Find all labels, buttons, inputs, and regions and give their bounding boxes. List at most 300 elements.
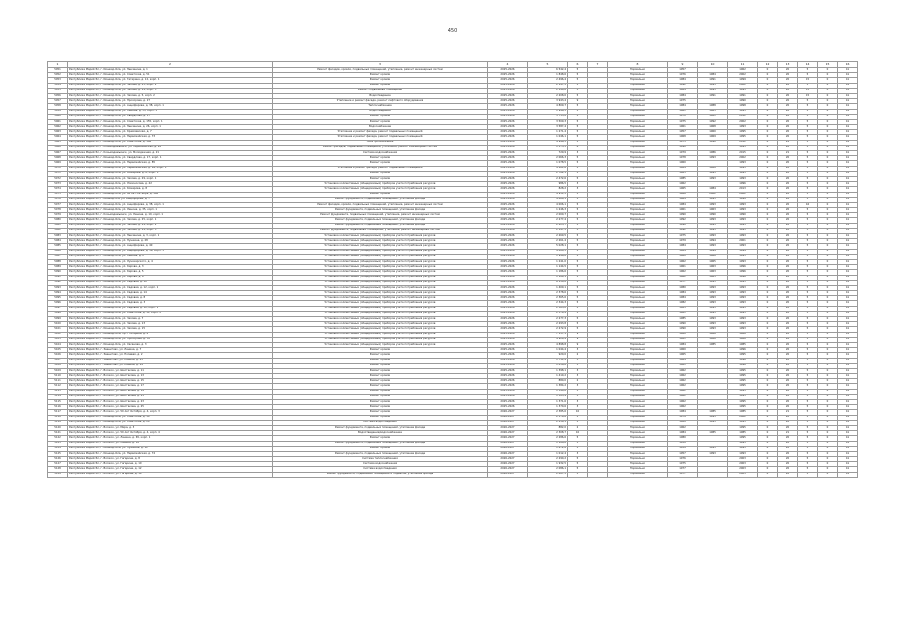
period-cell: 2026-2027	[488, 451, 528, 456]
row-number: 5121	[48, 431, 68, 436]
status-cell: Нормально	[608, 327, 668, 332]
status-cell: Нормально	[608, 244, 668, 249]
value-cell: 0	[758, 197, 778, 202]
year-cell: 1993	[698, 306, 728, 311]
value-cell: 5	[798, 265, 818, 270]
value-cell: 0	[818, 140, 838, 145]
row-number: 5073	[48, 182, 68, 187]
period-cell: 2025-2026	[488, 218, 528, 223]
status-cell: Нормально	[608, 358, 668, 363]
value-cell: 0	[758, 99, 778, 104]
value-cell: 0	[818, 311, 838, 316]
value-cell: 5	[798, 275, 818, 280]
year-cell: 1985	[698, 431, 728, 436]
address-cell: Республика Марий Эл, г. Йошкар-Ола, ул. Эшкинина, д. 1	[68, 68, 273, 73]
value-cell: 5	[798, 368, 818, 373]
status-cell: Нормально	[608, 280, 668, 285]
value-cell: 41	[838, 363, 858, 368]
floors-cell: 5	[568, 88, 588, 93]
period-cell: 2026-2027	[488, 410, 528, 415]
row-number: 5101	[48, 327, 68, 332]
value-cell: 41	[838, 249, 858, 254]
value-cell: 0	[818, 187, 838, 192]
work-type-cell: Ремонт кровли	[273, 436, 488, 441]
address-cell: Республика Марий Эл, г. Волжск, ул. Гагарина, д. 10	[68, 462, 273, 467]
value-cell: 5	[798, 301, 818, 306]
floors-cell: 5	[568, 301, 588, 306]
row-number: 5082	[48, 228, 68, 233]
period-cell: 2025-2026	[488, 161, 528, 166]
year-built-cell: 1984	[668, 249, 698, 254]
status-cell: Нормально	[608, 192, 668, 197]
address-cell: Республика Марий Эл, г. Волжск, ул. Шестакова, д. 19	[68, 389, 273, 394]
period-cell: 2025-2026	[488, 202, 528, 207]
address-cell: Республика Марий Эл, г. Йошкар-Ола, ул. Анциферова, д. 36, корп. 1	[68, 249, 273, 254]
value-cell: 0	[758, 384, 778, 389]
year-built-cell: 1962	[668, 259, 698, 264]
floors-cell: 3	[568, 400, 588, 405]
year-built-cell: 1992	[668, 83, 698, 88]
row-number: 5084	[48, 239, 68, 244]
work-type-cell: Водоотведение	[273, 93, 488, 98]
year-built-cell: 1980	[668, 285, 698, 290]
row-number: 5065	[48, 140, 68, 145]
value-cell: 5	[798, 410, 818, 415]
floors-cell: 3	[568, 151, 588, 156]
value-cell: 20	[778, 130, 798, 135]
area-cell: 1 012,4	[528, 451, 568, 456]
value-cell: 41	[838, 259, 858, 264]
area-cell: 1 672,8	[528, 446, 568, 451]
floors-cell: 3	[568, 394, 588, 399]
row-number: 5052	[48, 73, 68, 78]
value-cell: 0	[758, 130, 778, 135]
year-repair-cell: 1993	[728, 291, 758, 296]
status-cell: Нормально	[608, 130, 668, 135]
year-repair-cell: 1993	[728, 301, 758, 306]
value-cell: 20	[778, 467, 798, 472]
value-cell: 41	[838, 244, 858, 249]
area-cell: 2 286,6	[528, 436, 568, 441]
address-cell: Республика Марий Эл, г. Звенигово, ул. Полевая, д. 2	[68, 353, 273, 358]
year-built-cell: 1962	[668, 379, 698, 384]
value-cell: 5	[798, 441, 818, 446]
year-repair-cell: 1995	[728, 389, 758, 394]
value-cell: 0	[818, 342, 838, 347]
value-cell: 5	[798, 337, 818, 342]
area-cell: 1 410,2	[528, 374, 568, 379]
year-repair-cell: 1995	[728, 394, 758, 399]
year-built-cell: 1962	[668, 182, 698, 187]
row-number: 5051	[48, 68, 68, 73]
year-cell: 1963	[698, 270, 728, 275]
status-cell: Нормально	[608, 384, 668, 389]
floors-cell: 5	[568, 415, 588, 420]
address-cell: Республика Марий Эл, г. Йошкар-Ола, ул. 80 лет Октября, д. 108	[68, 192, 273, 197]
value-cell: 20	[778, 317, 798, 322]
value-cell: 20	[778, 353, 798, 358]
year-built-cell: 1962	[668, 368, 698, 373]
column-header: 2	[68, 62, 273, 68]
value-cell: 0	[758, 425, 778, 430]
area-cell: 4 069,1	[528, 197, 568, 202]
floors-cell: 5	[568, 223, 588, 228]
year-cell: 1993	[698, 327, 728, 332]
value-cell: 0	[818, 431, 838, 436]
value-cell: 5	[798, 436, 818, 441]
address-cell: Республика Марий Эл, г. Козьмодемьянск, ул. Первомайская, д. 20	[68, 145, 273, 150]
row-number: 5069	[48, 161, 68, 166]
year-repair-cell: 2015	[728, 151, 758, 156]
value-cell: 41	[838, 431, 858, 436]
value-cell: 0	[758, 322, 778, 327]
status-cell: Нормально	[608, 270, 668, 275]
year-cell: 1993	[698, 451, 728, 456]
work-type-cell: Ремонт фундамента, подвальных помещений, утепление фасада	[273, 451, 488, 456]
status-cell: Нормально	[608, 68, 668, 73]
value-cell: 41	[838, 135, 858, 140]
year-repair-cell: 1993	[728, 317, 758, 322]
value-cell: 0	[758, 420, 778, 425]
floors-cell: 5	[568, 192, 588, 197]
area-cell: 3 587,4	[528, 125, 568, 130]
value-cell: 0	[818, 358, 838, 363]
value-cell: 0	[758, 358, 778, 363]
value-cell: 0	[758, 348, 778, 353]
year-repair-cell: 2013	[728, 187, 758, 192]
work-type-cell: Ремонт кровли	[273, 405, 488, 410]
row-number: 5062	[48, 125, 68, 130]
work-type-cell: Ремонт кровли	[273, 161, 488, 166]
period-cell: 2025-2026	[488, 259, 528, 264]
value-cell: 0	[758, 114, 778, 119]
value-cell: 20	[778, 166, 798, 171]
value-cell: 0	[758, 93, 778, 98]
status-cell: Нормально	[608, 259, 668, 264]
period-cell: 2025-2026	[488, 379, 528, 384]
year-built-cell: 1990	[668, 145, 698, 150]
status-cell: Нормально	[608, 291, 668, 296]
value-cell: 5	[798, 342, 818, 347]
value-cell: 0	[818, 457, 838, 462]
value-cell: 0	[818, 192, 838, 197]
year-built-cell: 1957	[668, 68, 698, 73]
status-cell: Нормально	[608, 151, 668, 156]
value-cell: 0	[758, 405, 778, 410]
status-cell: Нормально	[608, 145, 668, 150]
period-cell: 2025-2026	[488, 249, 528, 254]
work-type-cell: Установка коллективных (общедомовых) приборов учета потребления ресурсов	[273, 275, 488, 280]
value-cell: 20	[778, 285, 798, 290]
value-cell: 41	[838, 296, 858, 301]
status-cell: Нормально	[608, 431, 668, 436]
value-cell: 41	[838, 425, 858, 430]
address-cell: Республика Марий Эл, г. Йошкар-Ола, ул. Кирова, д. 5	[68, 270, 273, 275]
value-cell: 0	[758, 436, 778, 441]
value-cell: 20	[778, 244, 798, 249]
value-cell: 0	[758, 332, 778, 337]
value-cell: 0	[818, 425, 838, 430]
area-cell: 2 472,6	[528, 176, 568, 181]
work-type-cell: Водоснабжение	[273, 125, 488, 130]
value-cell: 5	[798, 166, 818, 171]
floors-cell: 5	[568, 228, 588, 233]
floors-cell: 5	[568, 208, 588, 213]
year-cell: 1993	[698, 285, 728, 290]
row-number: 5060	[48, 114, 68, 119]
year-repair-cell: 1995	[728, 405, 758, 410]
year-cell: 1963	[698, 208, 728, 213]
address-cell: Республика Марий Эл, г. Йошкар-Ола, ул. Ленина, д. 35, корп. 1	[68, 208, 273, 213]
area-cell: 1 078,5	[528, 161, 568, 166]
value-cell: 41	[838, 151, 858, 156]
year-repair-cell: 2002	[728, 192, 758, 197]
work-type-cell: Ремонт кровли	[273, 379, 488, 384]
value-cell: 0	[818, 156, 838, 161]
work-type-cell: Ремонт кровли	[273, 394, 488, 399]
period-cell: 2026-2027	[488, 441, 528, 446]
value-cell: 0	[758, 327, 778, 332]
status-cell: Нормально	[608, 332, 668, 337]
address-cell: Республика Марий Эл, г. Волжск, ул. Шестакова, д. 11	[68, 368, 273, 373]
floors-cell: 5	[568, 125, 588, 130]
value-cell: 0	[818, 176, 838, 181]
value-cell: 0	[818, 228, 838, 233]
floors-cell: 5	[568, 140, 588, 145]
value-cell: 5	[798, 192, 818, 197]
year-cell: 1993	[698, 88, 728, 93]
address-cell: Республика Марий Эл, г. Волжск, ул. 50 лет Октября, д. 4, корп. 4	[68, 431, 273, 436]
value-cell: 20	[778, 275, 798, 280]
value-cell: 15	[798, 88, 818, 93]
value-cell: 0	[758, 244, 778, 249]
value-cell: 5	[798, 228, 818, 233]
value-cell: 0	[758, 161, 778, 166]
value-cell: 5	[798, 187, 818, 192]
value-cell: 5	[798, 234, 818, 239]
floors-cell: 5	[568, 280, 588, 285]
year-cell: 1992	[698, 119, 728, 124]
row-number: 5058	[48, 104, 68, 109]
value-cell: 5	[798, 140, 818, 145]
work-type-cell: Установка коллективных (общедомовых) приборов учета потребления ресурсов	[273, 244, 488, 249]
period-cell: 2026-2027	[488, 431, 528, 436]
year-repair-cell: 1993	[728, 451, 758, 456]
period-cell: 2025-2026	[488, 368, 528, 373]
value-cell: 41	[838, 218, 858, 223]
area-cell: 1 046,1	[528, 135, 568, 140]
status-cell: Нормально	[608, 119, 668, 124]
year-built-cell: 1985	[668, 317, 698, 322]
value-cell: 0	[818, 104, 838, 109]
address-cell: Республика Марий Эл, г. Йошкар-Ола, ул. Ломоносова, д. 42	[68, 182, 273, 187]
value-cell: 41	[838, 415, 858, 420]
area-cell: 3 943,4	[528, 99, 568, 104]
row-number: 5066	[48, 145, 68, 150]
floors-cell: 3	[568, 451, 588, 456]
row-number: 5083	[48, 234, 68, 239]
area-cell: 1 044,4	[528, 348, 568, 353]
floors-cell: 3	[568, 363, 588, 368]
year-cell: 1986	[698, 332, 728, 337]
value-cell: 41	[838, 275, 858, 280]
value-cell: 41	[838, 88, 858, 93]
value-cell: 0	[758, 363, 778, 368]
value-cell: 41	[838, 93, 858, 98]
value-cell: 20	[778, 223, 798, 228]
row-number: 5114	[48, 394, 68, 399]
value-cell: 20	[778, 384, 798, 389]
address-cell: Республика Марий Эл, г. Йошкар-Ола, ул. Свердлова, д. 17, корп. 1	[68, 156, 273, 161]
floors-cell: 5	[568, 275, 588, 280]
work-type-cell: Утепление и ремонт фасада, ремонт лифтового оборудования	[273, 99, 488, 104]
year-built-cell: 1970	[668, 114, 698, 119]
column-header: 3	[273, 62, 488, 68]
row-number: 5119	[48, 420, 68, 425]
value-cell: 0	[818, 472, 838, 477]
table-body	[48, 68, 858, 478]
value-cell: 0	[818, 234, 838, 239]
year-cell: 1991	[698, 93, 728, 98]
year-built-cell: 1975	[668, 99, 698, 104]
value-cell: 5	[798, 311, 818, 316]
value-cell: 41	[838, 317, 858, 322]
value-cell: 0	[818, 451, 838, 456]
row-number: 5110	[48, 374, 68, 379]
value-cell: 41	[838, 176, 858, 181]
status-cell: Нормально	[608, 161, 668, 166]
year-repair-cell: 1990	[728, 213, 758, 218]
value-cell: 20	[778, 462, 798, 467]
value-cell: 20	[778, 265, 798, 270]
value-cell: 41	[838, 99, 858, 104]
year-built-cell: 1979	[668, 151, 698, 156]
work-type-cell: Установка коллективных (общедомовых) приборов учета потребления ресурсов	[273, 270, 488, 275]
area-cell: 1 241,0	[528, 259, 568, 264]
floors-cell: 3	[568, 182, 588, 187]
value-cell: 41	[838, 125, 858, 130]
floors-cell: 3	[568, 405, 588, 410]
value-cell: 20	[778, 254, 798, 259]
value-cell: 20	[778, 218, 798, 223]
year-cell: 1993	[698, 280, 728, 285]
year-cell: 1991	[698, 78, 728, 83]
year-built-cell: 1988	[668, 420, 698, 425]
column-header: 1	[48, 62, 68, 68]
year-cell: 1963	[698, 109, 728, 114]
address-cell: Республика Марий Эл, г. Йошкар-Ола, пр-т Гагарина, д. 4	[68, 332, 273, 337]
area-cell: 1 370,6	[528, 405, 568, 410]
address-cell: Республика Марий Эл, г. Йошкар-Ола, ул. Прохорова, д. 32	[68, 337, 273, 342]
value-cell: 20	[778, 104, 798, 109]
floors-cell: 5	[568, 234, 588, 239]
floors-cell: 5	[568, 270, 588, 275]
value-cell: 20	[778, 171, 798, 176]
row-number: 5098	[48, 311, 68, 316]
area-cell: 1 184,1	[528, 275, 568, 280]
value-cell: 0	[758, 202, 778, 207]
year-cell: 1984	[698, 73, 728, 78]
value-cell: 41	[838, 410, 858, 415]
value-cell: 41	[838, 451, 858, 456]
address-cell: Республика Марий Эл, г. Йошкар-Ола, ул. Чехова, д. 25, корп. 1	[68, 218, 273, 223]
value-cell: 0	[758, 166, 778, 171]
year-built-cell: 1992	[668, 218, 698, 223]
value-cell: 5	[798, 327, 818, 332]
area-cell: 6 150,8	[528, 280, 568, 285]
value-cell: 20	[778, 358, 798, 363]
value-cell: 21	[778, 410, 798, 415]
value-cell: 0	[758, 291, 778, 296]
year-repair-cell: 1990	[728, 99, 758, 104]
row-number: 5112	[48, 384, 68, 389]
value-cell: 22	[778, 140, 798, 145]
value-cell: 0	[818, 446, 838, 451]
period-cell: 2025-2026	[488, 306, 528, 311]
value-cell: 0	[758, 182, 778, 187]
address-cell: Республика Марий Эл, г. Йошкар-Ола, ул. Кирова, д. 8	[68, 275, 273, 280]
year-built-cell: 1961	[668, 125, 698, 130]
status-cell: Нормально	[608, 374, 668, 379]
address-cell: Республика Марий Эл, г. Йошкар-Ола, ул. Советская, д. 51	[68, 73, 273, 78]
work-type-cell: Установка коллективных (общедомовых) приборов учета потребления ресурсов	[273, 249, 488, 254]
period-cell: 2025-2026	[488, 68, 528, 73]
work-type-cell: Ремонт фундамента, подвальных помещений, утепление фасада	[273, 441, 488, 446]
period-cell: 2025-2026	[488, 78, 528, 83]
work-type-cell: Ремонт кровли	[273, 176, 488, 181]
status-cell: Нормально	[608, 99, 668, 104]
value-cell: 0	[758, 259, 778, 264]
year-repair-cell: 1994	[728, 249, 758, 254]
value-cell: 20	[778, 119, 798, 124]
area-cell: 2 293,8	[528, 322, 568, 327]
floors-cell: 5	[568, 285, 588, 290]
address-cell: Республика Марий Эл, г. Йошкар-Ола, ул. Чехова, д. 7	[68, 317, 273, 322]
area-cell: 1 711,4	[528, 358, 568, 363]
value-cell: 41	[838, 389, 858, 394]
period-cell: 2025-2026	[488, 83, 528, 88]
value-cell: 21	[778, 151, 798, 156]
value-cell: 0	[758, 311, 778, 316]
row-number: 5125	[48, 451, 68, 456]
value-cell: 5	[798, 405, 818, 410]
address-cell: Республика Марий Эл, г. Йошкар-Ола, ул. Луначарского, д. 4	[68, 259, 273, 264]
area-cell: 1 946,6	[528, 254, 568, 259]
status-cell: Нормально	[608, 285, 668, 290]
year-cell: 1984	[698, 187, 728, 192]
address-cell: Республика Марий Эл, г. Йошкар-Ола, ул. Садовая, д. 14	[68, 291, 273, 296]
period-cell: 2025-2026	[488, 114, 528, 119]
floors-cell: 5	[568, 420, 588, 425]
value-cell: 5	[798, 270, 818, 275]
year-cell: 1993	[698, 415, 728, 420]
row-number: 5075	[48, 192, 68, 197]
year-repair-cell: 1993	[728, 166, 758, 171]
value-cell: 41	[838, 311, 858, 316]
year-cell: 1966	[698, 254, 728, 259]
floors-cell: 3	[568, 348, 588, 353]
value-cell: 5	[798, 389, 818, 394]
work-type-cell: Ремонт подвальных помещений	[273, 88, 488, 93]
address-cell: Республика Марий Эл, г. Йошкар-Ола, ул. Первомайская, д. 69, корп. 1	[68, 166, 273, 171]
work-type-cell: Ремонт кровли	[273, 119, 488, 124]
period-cell: 2025-2026	[488, 213, 528, 218]
row-number: 5115	[48, 400, 68, 405]
value-cell: 5	[798, 285, 818, 290]
value-cell: 0	[758, 208, 778, 213]
address-cell: Республика Марий Эл, г. Волжск, ул. Гагарина, д. 12	[68, 467, 273, 472]
value-cell: 0	[818, 415, 838, 420]
